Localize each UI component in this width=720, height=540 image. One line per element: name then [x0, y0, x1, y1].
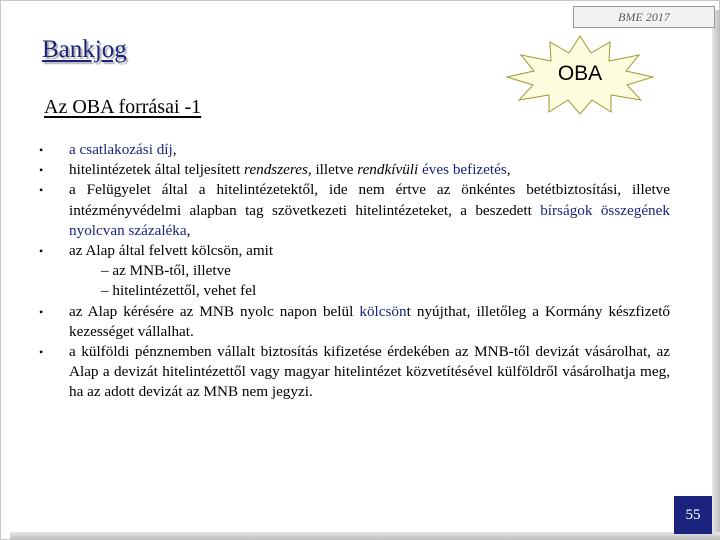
bullet-item-1 — [39, 140, 670, 160]
page-number: 55 — [674, 496, 712, 534]
slide-subtitle: Az OBA forrásai -1 — [44, 96, 202, 118]
highlight-text: éves befizetés — [422, 161, 507, 179]
bullet-marker: • — [39, 183, 44, 198]
bullet-item-4 — [39, 241, 670, 302]
slide-title: Bankjog — [42, 36, 127, 63]
italic-text: rendszeres — [244, 161, 308, 179]
bullet-item-3 — [39, 180, 670, 241]
bullet-marker: • — [39, 304, 44, 319]
bullet-marker: • — [39, 345, 44, 360]
bullet-text: , illetve — [307, 161, 358, 179]
highlight-text: a csatlakozási díj — [69, 141, 173, 158]
bullet-item-2 — [39, 160, 670, 180]
highlight-text: bírságok összegének nyolcvan százaléka — [69, 201, 670, 239]
highlight-text: kölcsön — [359, 302, 407, 320]
bullet-text: , — [506, 161, 511, 179]
italic-text: rendkívüli — [357, 161, 419, 179]
bullet-text: az Alap kérésére az MNB nyolc napon belül — [69, 302, 360, 320]
bullet-text: , — [172, 141, 177, 158]
bullet-text: a Felügyelet által a hitelintézetektől, ide nem értve az önkéntes betétbiztosítási, illetve intézményvédelmi alapban tag szövetkezeti hitelintézeteket, a beszedett — [69, 181, 670, 219]
header-tag: BME 2017 — [573, 6, 715, 28]
badge-label: OBA — [557, 62, 603, 85]
bullet-list — [39, 140, 671, 403]
bullet-text: az Alap által felvett kölcsön, amit — [69, 242, 274, 260]
slide-shadow-right — [712, 10, 720, 540]
sub-item-2: – hitelintézettől, vehet fel — [101, 282, 257, 300]
slide-shadow-bottom — [10, 532, 720, 540]
bullet-marker: • — [39, 244, 44, 259]
bullet-text: hitelintézetek által teljesített — [69, 161, 245, 179]
bullet-text: a külföldi pénznemben vállalt biztosítás kifizetése érdekében az MNB-től devizát vásárolhat, az Alap a devizát hitelintézettől vagy magyar hitelintézet közvetítésével külföldről vásárolhatja meg, ha az adott devizát az MNB nem jegyzi. — [69, 343, 670, 401]
bullet-item-6 — [39, 342, 670, 403]
bullet-marker: • — [39, 163, 44, 178]
bullet-item-5 — [39, 302, 671, 342]
sub-item-1: – az MNB-től, illetve — [101, 262, 231, 280]
bullet-text: , — [186, 221, 191, 239]
bullet-text: t nyújthat, illetőleg a Kormány készfizető kezességet vállalhat. — [69, 302, 671, 340]
bullet-marker: • — [39, 143, 44, 157]
